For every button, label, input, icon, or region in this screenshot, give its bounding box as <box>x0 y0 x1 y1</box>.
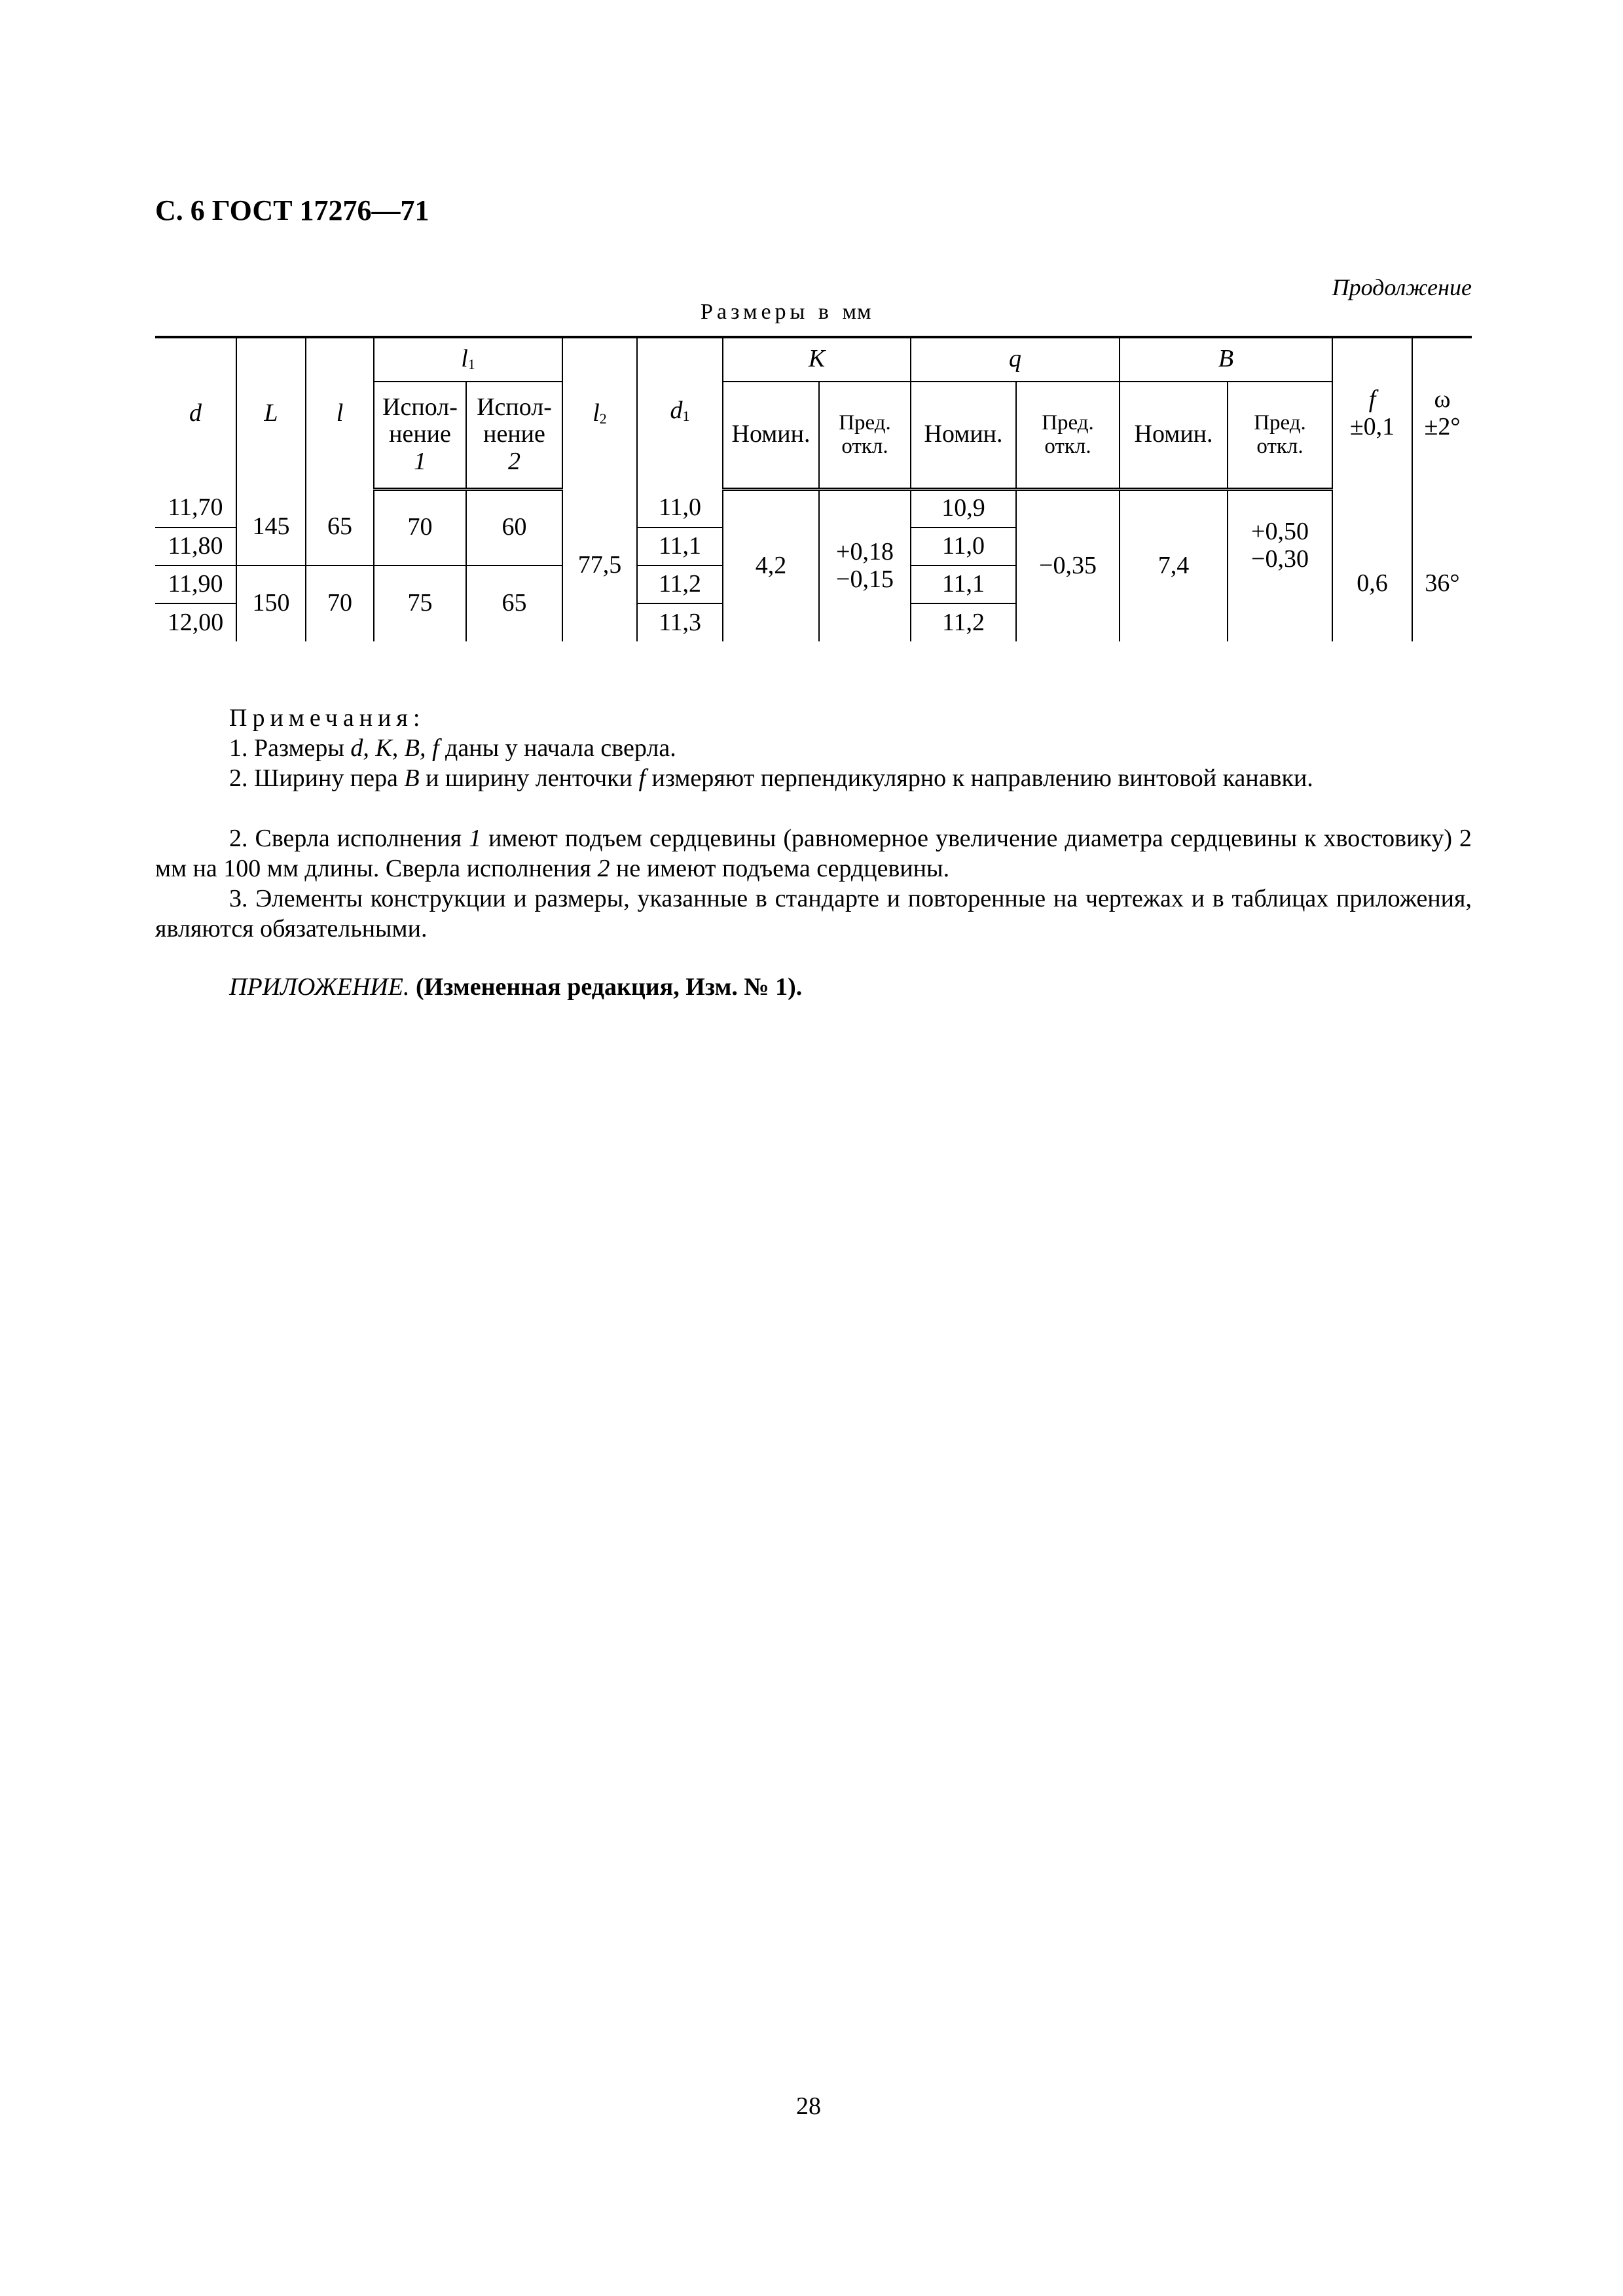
cell-q: 11,0 <box>911 528 1016 565</box>
cell-d: 11,80 <box>155 528 236 565</box>
header-K: K <box>723 337 911 382</box>
header-q-nomin: Номин. <box>911 382 1016 490</box>
cell-omega: 36° <box>1412 489 1472 641</box>
cell-d1: 11,3 <box>637 603 723 641</box>
cell-d1: 11,1 <box>637 528 723 565</box>
cell-d: 11,90 <box>155 565 236 603</box>
cell-d: 12,00 <box>155 603 236 641</box>
paragraph-3-text: 3. Элементы конструкции и размеры, указанные в стандарте и повторенные на чертежах и в таблицах приложения, являются обязательными. <box>155 885 1472 942</box>
appendix-note <box>155 972 1472 1002</box>
header-L: L <box>236 337 306 489</box>
cell-l: 65 <box>306 489 374 565</box>
appendix-revision: (Измененная редакция, Изм. № 1). <box>415 973 803 1001</box>
cell-B-dev: +0,50 −0,30 <box>1228 489 1332 641</box>
header-f: f ±0,1 <box>1332 337 1412 489</box>
header-l: l <box>306 337 374 489</box>
dimensions-table <box>155 336 1472 641</box>
header-ispolnenie-2: Испол- нение 2 <box>466 382 562 490</box>
appendix-label: ПРИЛОЖЕНИЕ. <box>229 973 410 1001</box>
page-number: 28 <box>796 2092 821 2120</box>
cell-B-nom: 7,4 <box>1120 489 1228 641</box>
note-1: 1. Размеры d, K, B, f даны у начала сверла. <box>229 734 676 762</box>
continuation-label: Продолжение <box>1332 274 1472 300</box>
header-K-pred: Пред. откл. <box>819 382 911 490</box>
cell-L: 150 <box>236 565 306 641</box>
cell-d: 11,70 <box>155 489 236 527</box>
cell-l2: 77,5 <box>562 489 637 641</box>
header-d1: d1 <box>637 337 723 489</box>
header-B-nomin: Номин. <box>1120 382 1228 490</box>
header-omega: ω ±2° <box>1412 337 1472 489</box>
notes-block <box>155 703 1472 793</box>
cell-f: 0,6 <box>1332 489 1412 641</box>
page-header: С. 6 ГОСТ 17276—71 <box>155 194 429 226</box>
table-row <box>155 489 1472 527</box>
cell-K-nom: 4,2 <box>723 489 819 641</box>
cell-isp2: 65 <box>466 565 562 641</box>
cell-q: 10,9 <box>911 489 1016 527</box>
note-2: 2. Ширину пера B и ширину ленточки f измеряют перпендикулярно к направлению винтовой канавки. <box>229 764 1313 792</box>
header-B: B <box>1120 337 1332 382</box>
paragraph-2-text: 2. Сверла исполнения 1 имеют подъем сердцевины (равномерное увеличение диаметра сердцевины к хвостовику) 2 мм на 100 мм длины. Сверла исполнения 2 не имеют подъема сердцевины. <box>155 825 1472 882</box>
header-l1: l1 <box>374 337 562 382</box>
units-text: Размеры в <box>701 300 833 324</box>
header-B-pred: Пред. откл. <box>1228 382 1332 490</box>
cell-isp1: 70 <box>374 489 466 565</box>
cell-q-dev: −0,35 <box>1016 489 1120 641</box>
cell-d1: 11,2 <box>637 565 723 603</box>
units-label <box>701 300 871 325</box>
header-d: d <box>155 337 236 489</box>
header-ispolnenie-1: Испол- нение 1 <box>374 382 466 490</box>
units-mm: мм <box>842 300 872 324</box>
cell-q: 11,2 <box>911 603 1016 641</box>
header-l2: l2 <box>562 337 637 489</box>
header-q-pred: Пред. откл. <box>1016 382 1120 490</box>
cell-l: 70 <box>306 565 374 641</box>
notes-heading: Примечания: <box>229 704 426 732</box>
header-q: q <box>911 337 1120 382</box>
cell-isp2: 60 <box>466 489 562 565</box>
cell-q: 11,1 <box>911 565 1016 603</box>
cell-L: 145 <box>236 489 306 565</box>
header-K-nomin: Номин. <box>723 382 819 490</box>
cell-isp1: 75 <box>374 565 466 641</box>
paragraph-2 <box>155 823 1472 944</box>
cell-K-dev: +0,18 −0,15 <box>819 489 911 641</box>
cell-d1: 11,0 <box>637 489 723 527</box>
